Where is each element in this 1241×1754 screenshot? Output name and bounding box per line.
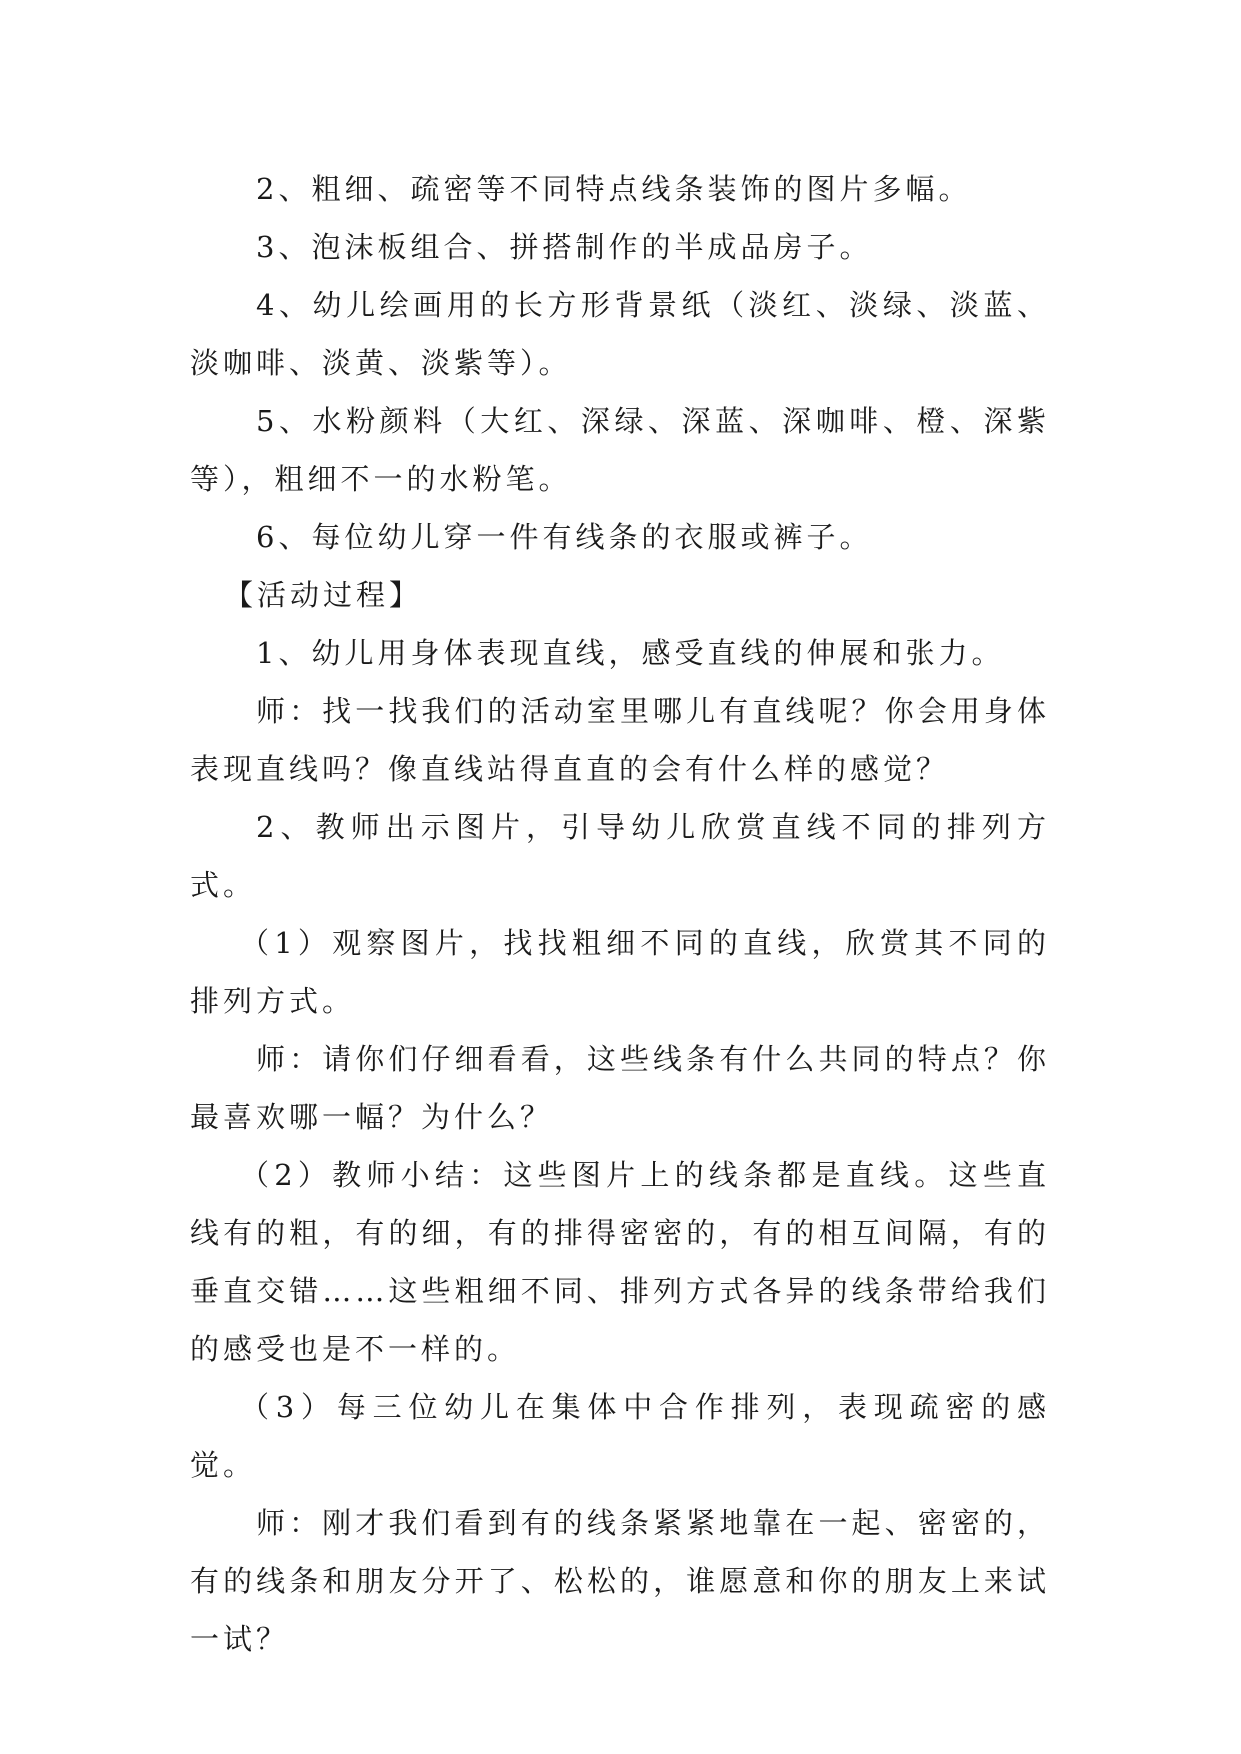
- paragraph-substep-2: （2）教师小结：这些图片上的线条都是直线。这些直线有的粗，有的细，有的排得密密的，有的相互间隔，有的垂直交错……这些粗细不同、排列方式各异的线条带给我们的感受也是不一样的。: [190, 1158, 1050, 1366]
- paragraph-teacher-prompt-1: 师：找一找我们的活动室里哪儿有直线呢？你会用身体表现直线吗？像直线站得直直的会有什么样的感觉？: [190, 694, 1050, 786]
- paragraph-teacher-prompt-3: 师：刚才我们看到有的线条紧紧地靠在一起、密密的，有的线条和朋友分开了、松松的，谁愿意和你的朋友上来试一试？: [190, 1506, 1050, 1656]
- paragraph-step-2: 2、教师出示图片，引导幼儿欣赏直线不同的排列方式。: [190, 810, 1050, 902]
- paragraph-material-3: 3、泡沫板组合、拼搭制作的半成品房子。: [256, 230, 873, 264]
- paragraph-material-6: 6、每位幼儿穿一件有线条的衣服或裤子。: [256, 520, 873, 554]
- paragraph-substep-1: （1）观察图片，找找粗细不同的直线，欣赏其不同的排列方式。: [190, 926, 1050, 1018]
- paragraph-step-1: 1、幼儿用身体表现直线，感受直线的伸展和张力。: [256, 636, 1005, 670]
- paragraph-substep-3: （3）每三位幼儿在集体中合作排列，表现疏密的感觉。: [190, 1390, 1050, 1482]
- paragraph-material-5: 5、水粉颜料（大红、深绿、深蓝、深咖啡、橙、深紫等），粗细不一的水粉笔。: [190, 404, 1050, 496]
- document-body: [190, 160, 1050, 1668]
- section-heading-activity-process: 【活动过程】: [224, 578, 423, 612]
- paragraph-teacher-prompt-2: 师：请你们仔细看看，这些线条有什么共同的特点？你最喜欢哪一幅？为什么？: [190, 1042, 1050, 1134]
- paragraph-material-4: 4、幼儿绘画用的长方形背景纸（淡红、淡绿、淡蓝、淡咖啡、淡黄、淡紫等）。: [190, 288, 1050, 380]
- paragraph-material-2: 2、粗细、疏密等不同特点线条装饰的图片多幅。: [256, 172, 972, 206]
